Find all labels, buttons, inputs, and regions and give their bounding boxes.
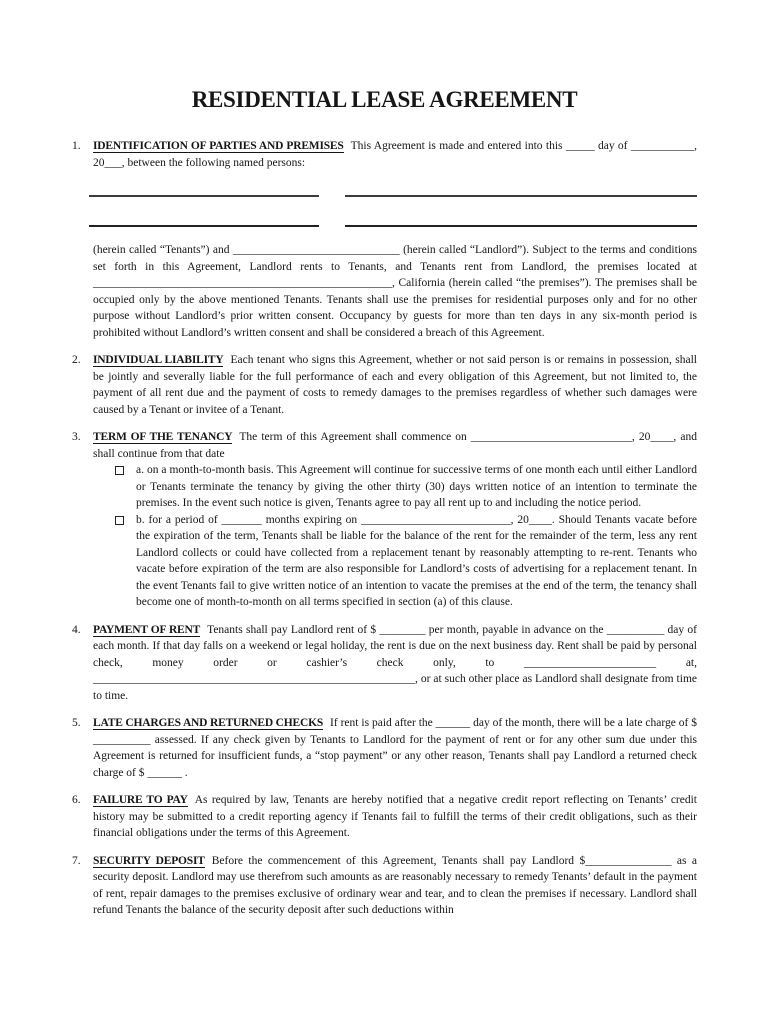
section-number: 7. [72, 854, 81, 867]
section-paragraph [93, 715, 697, 781]
section-payment-of-rent [72, 622, 697, 705]
section-heading: FAILURE TO PAY [93, 794, 188, 806]
section-content [93, 853, 697, 919]
section-number: 1. [72, 140, 81, 152]
section-term-of-tenancy [72, 429, 697, 611]
tenant-name-line-3 [89, 225, 319, 227]
section-paragraph [93, 792, 697, 842]
section-number: 2. [72, 354, 81, 366]
section-number: 4. [72, 623, 81, 636]
tenant-name-line-2 [345, 195, 697, 197]
section-number: 6. [72, 794, 81, 806]
signature-row-1 [89, 195, 697, 197]
section-content [93, 715, 697, 781]
section-number: 5. [72, 717, 81, 729]
section-paragraph [93, 622, 697, 705]
section-body-text: As required by law, Tenants are hereby notified that a negative credit report reflecting on Tenants’ credit history may be submitted to a credit reporting agency if Tenants fail to fulfill the terms of their credit obligations, such as their financial obligations under the terms of this Agreement. [93, 794, 698, 839]
section-paragraph [93, 352, 697, 418]
section-heading: INDIVIDUAL LIABILITY [93, 354, 224, 366]
section-body-text: The term of this Agreement shall commence on ____________________________, 20____, and shall continue from that date [93, 431, 698, 460]
section-paragraph [93, 429, 697, 462]
section-body-text: This Agreement is made and entered into this _____ day of ___________, 20___, between the following named persons: [93, 140, 697, 169]
term-option-b [93, 512, 697, 611]
section-identification-of-parties [72, 138, 697, 341]
term-option-a-text: a. on a month-to-month basis. This Agreement will continue for successive terms of one month each until either Landlord or Tenants terminate the tenancy by giving the other thirty (30) days written notice of an intention to terminate the premises. In the event such notice is given, Tenants agree to pay all rent up to and including the notice period. [136, 464, 697, 509]
term-option-a [93, 462, 697, 512]
section-heading: IDENTIFICATION OF PARTIES AND PREMISES [93, 140, 344, 152]
section-paragraph [93, 853, 697, 919]
section-late-charges [72, 715, 697, 781]
unchecked-checkbox-icon [115, 516, 124, 525]
section-body-text: Tenants shall pay Landlord rent of $ ________ per month, payable in advance on the __________ day of each month. If that day falls on a weekend or legal holiday, the rent is due on the next business day. Rent shall be paid by personal check, money order or cashier’s check only, to _______________________ at, ________________________________________________________, or at such other place as Landlord shall designate from time to time. [93, 623, 697, 702]
section-heading: TERM OF THE TENANCY [93, 431, 233, 443]
section-content [93, 622, 697, 705]
section-security-deposit [72, 853, 697, 919]
section-content [93, 429, 697, 611]
unchecked-checkbox-icon [115, 466, 124, 475]
signature-lines-block [89, 195, 697, 227]
section-body-text: Before the commencement of this Agreement, Tenants shall pay Landlord $_______________ as a security deposit. Landlord may use therefrom such amounts as are reasonably necessary to remedy Tenants’ default in the payment of rent, repair damages to the premises exclusive of ordinary wear and tear, and to clean the premises if necessary. Landlord shall refund Tenants the balance of the security deposit after such deductions within [93, 854, 697, 916]
section-body-text: If rent is paid after the ______ day of the month, there will be a late charge of $ __________ assessed. If any check given by Tenants to Landlord for the payment of rent or for any other sum due under this Agreement is returned for insufficient funds, a “stop payment” or any other reason, Tenants shall pay Landlord a returned check charge of $ ______ . [93, 717, 697, 779]
section-heading: SECURITY DEPOSIT [93, 854, 205, 867]
signature-row-2 [89, 225, 697, 227]
section-heading: LATE CHARGES AND RETURNED CHECKS [93, 717, 324, 729]
section-failure-to-pay [72, 792, 697, 842]
section-content [93, 792, 697, 842]
section-paragraph [93, 138, 697, 171]
tenant-name-line-4 [345, 225, 697, 227]
tenant-name-line-1 [89, 195, 319, 197]
document-title: RESIDENTIAL LEASE AGREEMENT [191, 87, 578, 112]
section-number: 3. [72, 431, 81, 443]
section-body-text: Each tenant who signs this Agreement, whether or not said person is or remains in possession, shall be jointly and severally liable for the full performance of each and every obligation of this Agreement, but not limited to, the payment of all rent due and the payment of costs to remedy damages to the premises regardless of whether such damages were caused by a Tenant or invitee of a Tenant. [93, 354, 697, 416]
section-content [93, 138, 697, 341]
section-content [93, 352, 697, 418]
section-individual-liability [72, 352, 697, 418]
section-heading: PAYMENT OF RENT [93, 623, 201, 636]
section-continuation-text: (herein called “Tenants”) and _____________________________ (herein called “Landlord”). Subject to the terms and conditions set forth in this Agreement, Landlord rents to Tenants, and Tenants rent from Landlord, the premises located at ____________________________________________________, California (herein called “the premises”). The premises shall be occupied only by the above mentioned Tenants. Tenants shall use the premises for residential purposes only and for no other purpose without Landlord’s prior written consent. Occupancy by guests for more than ten days in any six-month period is prohibited without Landlord’s written consent and shall be considered a breach of this Agreement. [93, 244, 697, 339]
term-option-b-text: b. for a period of _______ months expiring on __________________________, 20____. Should Tenants vacate before the expiration of the term, Tenants shall be liable for the balance of the rent for the remainder of the term, less any rent Landlord collects or could have collected from a replacement tenant by reasonably attempting to re-rent. Tenants who vacate before expiration of the term are also responsible for Landlord’s costs of advertising for a replacement tenant. In the event Tenants fail to give written notice of an intention to vacate the premises at the end of the term, the tenancy shall become one of month-to-month on all terms specified in section (a) of this clause. [136, 513, 697, 608]
